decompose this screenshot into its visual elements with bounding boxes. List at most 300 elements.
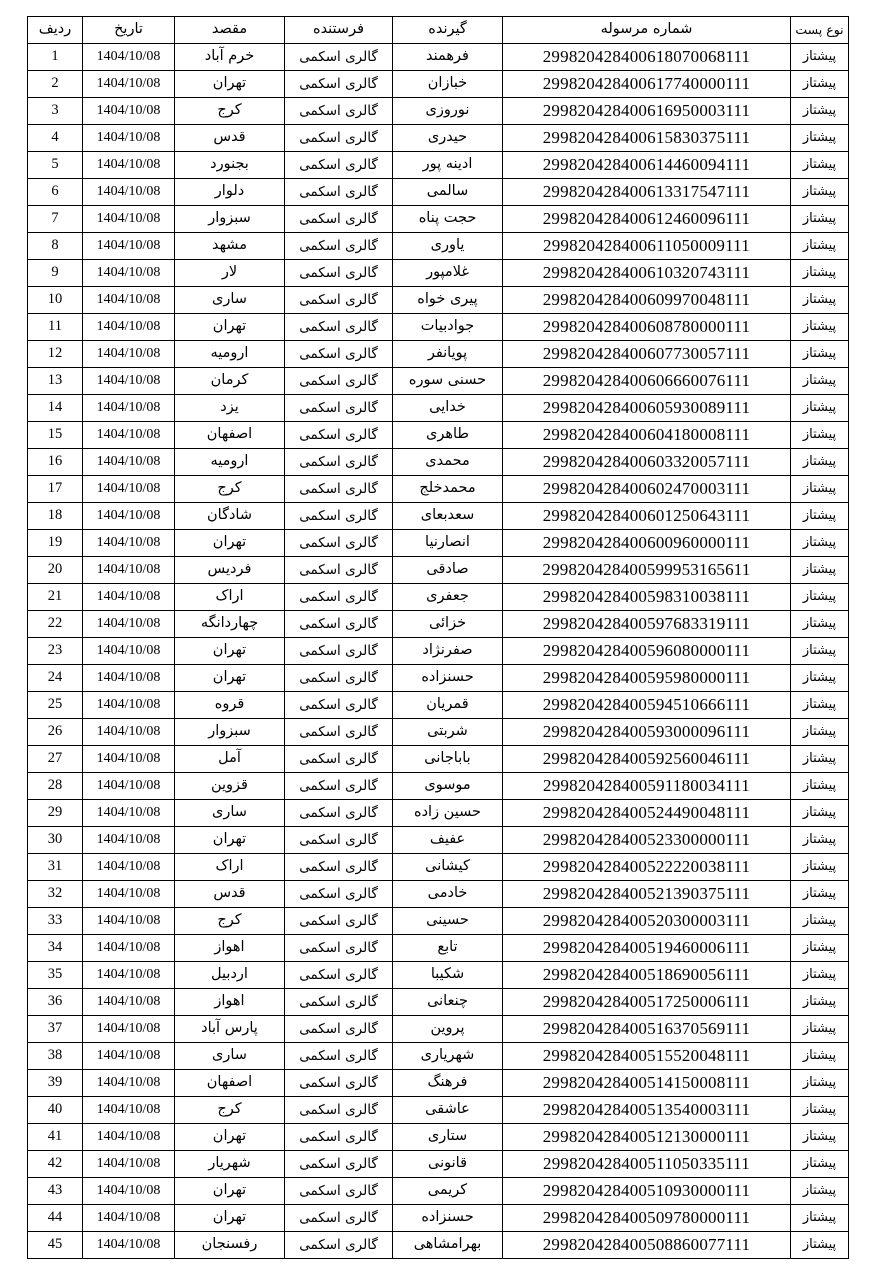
cell-receiver: محمدخلج — [393, 476, 503, 503]
cell-sender: گالری اسکمی — [285, 449, 393, 476]
column-header-sender: فرستنده — [285, 17, 393, 44]
table-row — [28, 206, 849, 233]
cell-date: 1404/10/08 — [83, 98, 175, 125]
cell-row-number: 43 — [28, 1178, 83, 1205]
table-row — [28, 1232, 849, 1259]
cell-post-type: پیشتاز — [791, 71, 849, 98]
cell-date: 1404/10/08 — [83, 314, 175, 341]
cell-row-number: 12 — [28, 341, 83, 368]
cell-tracking-number: 299820428400613317547111 — [503, 179, 791, 206]
table-row — [28, 692, 849, 719]
cell-tracking-number: 299820428400604180008111 — [503, 422, 791, 449]
cell-receiver: انصارنیا — [393, 530, 503, 557]
table-row — [28, 341, 849, 368]
column-header-receiver: گیرنده — [393, 17, 503, 44]
table-row — [28, 557, 849, 584]
cell-row-number: 38 — [28, 1043, 83, 1070]
table-row — [28, 1070, 849, 1097]
cell-receiver: عفیف — [393, 827, 503, 854]
cell-destination: تهران — [175, 1178, 285, 1205]
cell-receiver: صادقی — [393, 557, 503, 584]
table-row — [28, 1151, 849, 1178]
cell-row-number: 11 — [28, 314, 83, 341]
cell-date: 1404/10/08 — [83, 1016, 175, 1043]
cell-date: 1404/10/08 — [83, 827, 175, 854]
cell-sender: گالری اسکمی — [285, 71, 393, 98]
table-row — [28, 1043, 849, 1070]
cell-receiver: پیری خواه — [393, 287, 503, 314]
cell-post-type: پیشتاز — [791, 98, 849, 125]
cell-tracking-number: 299820428400521390375111 — [503, 881, 791, 908]
cell-row-number: 21 — [28, 584, 83, 611]
cell-receiver: کریمی — [393, 1178, 503, 1205]
cell-sender: گالری اسکمی — [285, 395, 393, 422]
cell-date: 1404/10/08 — [83, 422, 175, 449]
cell-date: 1404/10/08 — [83, 1178, 175, 1205]
cell-receiver: محمدی — [393, 449, 503, 476]
cell-sender: گالری اسکمی — [285, 719, 393, 746]
cell-receiver: سعدبعای — [393, 503, 503, 530]
cell-destination: قدس — [175, 881, 285, 908]
table-row — [28, 152, 849, 179]
cell-sender: گالری اسکمی — [285, 827, 393, 854]
cell-tracking-number: 299820428400608780000111 — [503, 314, 791, 341]
cell-sender: گالری اسکمی — [285, 476, 393, 503]
cell-post-type: پیشتاز — [791, 962, 849, 989]
cell-row-number: 35 — [28, 962, 83, 989]
cell-tracking-number: 299820428400601250643111 — [503, 503, 791, 530]
cell-tracking-number: 299820428400617740000111 — [503, 71, 791, 98]
cell-post-type: پیشتاز — [791, 530, 849, 557]
column-header-date: تاریخ — [83, 17, 175, 44]
cell-sender: گالری اسکمی — [285, 908, 393, 935]
column-header-post-type: نوع پست — [791, 17, 849, 44]
cell-tracking-number: 299820428400618070068111 — [503, 44, 791, 71]
cell-post-type: پیشتاز — [791, 1124, 849, 1151]
table-row — [28, 746, 849, 773]
cell-row-number: 25 — [28, 692, 83, 719]
cell-row-number: 5 — [28, 152, 83, 179]
cell-date: 1404/10/08 — [83, 692, 175, 719]
column-header-destination: مقصد — [175, 17, 285, 44]
cell-destination: کرج — [175, 476, 285, 503]
cell-destination: سبزوار — [175, 719, 285, 746]
cell-destination: ساری — [175, 800, 285, 827]
cell-post-type: پیشتاز — [791, 854, 849, 881]
cell-date: 1404/10/08 — [83, 962, 175, 989]
table-row — [28, 422, 849, 449]
cell-destination: کرج — [175, 908, 285, 935]
cell-destination: اردبیل — [175, 962, 285, 989]
cell-receiver: شربتی — [393, 719, 503, 746]
cell-row-number: 40 — [28, 1097, 83, 1124]
cell-destination: بجنورد — [175, 152, 285, 179]
cell-receiver: خادمی — [393, 881, 503, 908]
cell-tracking-number: 299820428400523300000111 — [503, 827, 791, 854]
cell-row-number: 17 — [28, 476, 83, 503]
table-row — [28, 1205, 849, 1232]
cell-sender: گالری اسکمی — [285, 881, 393, 908]
cell-row-number: 13 — [28, 368, 83, 395]
cell-row-number: 2 — [28, 71, 83, 98]
cell-date: 1404/10/08 — [83, 1151, 175, 1178]
cell-sender: گالری اسکمی — [285, 557, 393, 584]
cell-tracking-number: 299820428400596080000111 — [503, 638, 791, 665]
cell-post-type: پیشتاز — [791, 395, 849, 422]
cell-destination: قزوین — [175, 773, 285, 800]
cell-tracking-number: 299820428400612460096111 — [503, 206, 791, 233]
table-row — [28, 233, 849, 260]
cell-tracking-number: 299820428400509780000111 — [503, 1205, 791, 1232]
table-row — [28, 962, 849, 989]
table-row — [28, 368, 849, 395]
cell-sender: گالری اسکمی — [285, 341, 393, 368]
cell-tracking-number: 299820428400595980000111 — [503, 665, 791, 692]
cell-tracking-number: 299820428400609970048111 — [503, 287, 791, 314]
cell-sender: گالری اسکمی — [285, 368, 393, 395]
cell-date: 1404/10/08 — [83, 395, 175, 422]
table-row — [28, 1124, 849, 1151]
cell-sender: گالری اسکمی — [285, 1151, 393, 1178]
cell-post-type: پیشتاز — [791, 1016, 849, 1043]
column-header-row-number: ردیف — [28, 17, 83, 44]
cell-sender: گالری اسکمی — [285, 638, 393, 665]
cell-tracking-number: 299820428400519460006111 — [503, 935, 791, 962]
cell-sender: گالری اسکمی — [285, 1178, 393, 1205]
cell-destination: ساری — [175, 1043, 285, 1070]
cell-row-number: 7 — [28, 206, 83, 233]
cell-sender: گالری اسکمی — [285, 314, 393, 341]
table-row — [28, 71, 849, 98]
cell-post-type: پیشتاز — [791, 152, 849, 179]
cell-tracking-number: 299820428400511050335111 — [503, 1151, 791, 1178]
cell-post-type: پیشتاز — [791, 800, 849, 827]
cell-sender: گالری اسکمی — [285, 1043, 393, 1070]
cell-receiver: قمریان — [393, 692, 503, 719]
cell-row-number: 6 — [28, 179, 83, 206]
cell-row-number: 19 — [28, 530, 83, 557]
cell-row-number: 36 — [28, 989, 83, 1016]
cell-row-number: 32 — [28, 881, 83, 908]
table-row — [28, 800, 849, 827]
cell-destination: اصفهان — [175, 1070, 285, 1097]
cell-destination: دلوار — [175, 179, 285, 206]
table-row — [28, 449, 849, 476]
cell-tracking-number: 299820428400603320057111 — [503, 449, 791, 476]
cell-destination: تهران — [175, 71, 285, 98]
cell-sender: گالری اسکمی — [285, 665, 393, 692]
cell-tracking-number: 299820428400615830375111 — [503, 125, 791, 152]
table-row — [28, 584, 849, 611]
cell-date: 1404/10/08 — [83, 125, 175, 152]
table-row — [28, 881, 849, 908]
cell-destination: یزد — [175, 395, 285, 422]
cell-receiver: حیدری — [393, 125, 503, 152]
cell-date: 1404/10/08 — [83, 260, 175, 287]
table-row — [28, 1178, 849, 1205]
cell-row-number: 42 — [28, 1151, 83, 1178]
table-row — [28, 773, 849, 800]
cell-date: 1404/10/08 — [83, 71, 175, 98]
cell-row-number: 16 — [28, 449, 83, 476]
cell-row-number: 14 — [28, 395, 83, 422]
cell-sender: گالری اسکمی — [285, 1016, 393, 1043]
table-row — [28, 908, 849, 935]
cell-post-type: پیشتاز — [791, 233, 849, 260]
cell-date: 1404/10/08 — [83, 152, 175, 179]
cell-sender: گالری اسکمی — [285, 773, 393, 800]
cell-date: 1404/10/08 — [83, 989, 175, 1016]
table-row — [28, 395, 849, 422]
cell-receiver: پویانفر — [393, 341, 503, 368]
cell-receiver: ادینه پور — [393, 152, 503, 179]
cell-sender: گالری اسکمی — [285, 1205, 393, 1232]
cell-destination: کرج — [175, 98, 285, 125]
cell-row-number: 20 — [28, 557, 83, 584]
table-row — [28, 530, 849, 557]
cell-receiver: شهریاری — [393, 1043, 503, 1070]
cell-date: 1404/10/08 — [83, 881, 175, 908]
cell-tracking-number: 299820428400599953165611 — [503, 557, 791, 584]
cell-row-number: 39 — [28, 1070, 83, 1097]
cell-date: 1404/10/08 — [83, 1070, 175, 1097]
cell-destination: اهواز — [175, 935, 285, 962]
cell-row-number: 23 — [28, 638, 83, 665]
cell-destination: اصفهان — [175, 422, 285, 449]
cell-row-number: 18 — [28, 503, 83, 530]
cell-destination: ارومیه — [175, 341, 285, 368]
cell-receiver: حسنی سوره — [393, 368, 503, 395]
cell-row-number: 31 — [28, 854, 83, 881]
cell-post-type: پیشتاز — [791, 881, 849, 908]
table-row — [28, 98, 849, 125]
cell-receiver: صفرنژاد — [393, 638, 503, 665]
cell-destination: تهران — [175, 314, 285, 341]
cell-tracking-number: 299820428400602470003111 — [503, 476, 791, 503]
cell-tracking-number: 299820428400512130000111 — [503, 1124, 791, 1151]
cell-row-number: 26 — [28, 719, 83, 746]
cell-post-type: پیشتاز — [791, 476, 849, 503]
cell-post-type: پیشتاز — [791, 665, 849, 692]
cell-receiver: یاوری — [393, 233, 503, 260]
cell-destination: تهران — [175, 1205, 285, 1232]
cell-destination: کرمان — [175, 368, 285, 395]
cell-post-type: پیشتاز — [791, 557, 849, 584]
cell-post-type: پیشتاز — [791, 692, 849, 719]
cell-sender: گالری اسکمی — [285, 1070, 393, 1097]
cell-receiver: جعفری — [393, 584, 503, 611]
cell-tracking-number: 299820428400516370569111 — [503, 1016, 791, 1043]
cell-row-number: 22 — [28, 611, 83, 638]
cell-receiver: ستاری — [393, 1124, 503, 1151]
cell-sender: گالری اسکمی — [285, 800, 393, 827]
cell-receiver: نوروزی — [393, 98, 503, 125]
column-header-tracking-number: شماره مرسوله — [503, 17, 791, 44]
cell-receiver: موسوی — [393, 773, 503, 800]
cell-post-type: پیشتاز — [791, 611, 849, 638]
cell-date: 1404/10/08 — [83, 746, 175, 773]
cell-post-type: پیشتاز — [791, 422, 849, 449]
cell-post-type: پیشتاز — [791, 1097, 849, 1124]
cell-receiver: پروین — [393, 1016, 503, 1043]
table-row — [28, 611, 849, 638]
cell-receiver: طاهری — [393, 422, 503, 449]
cell-destination: تهران — [175, 530, 285, 557]
cell-tracking-number: 299820428400607730057111 — [503, 341, 791, 368]
cell-tracking-number: 299820428400522220038111 — [503, 854, 791, 881]
cell-date: 1404/10/08 — [83, 935, 175, 962]
cell-destination: اراک — [175, 854, 285, 881]
cell-sender: گالری اسکمی — [285, 260, 393, 287]
shipment-table — [27, 16, 849, 1259]
cell-receiver: بهرامشاهی — [393, 1232, 503, 1259]
cell-post-type: پیشتاز — [791, 341, 849, 368]
cell-receiver: خدایی — [393, 395, 503, 422]
cell-post-type: پیشتاز — [791, 206, 849, 233]
cell-row-number: 34 — [28, 935, 83, 962]
cell-sender: گالری اسکمی — [285, 746, 393, 773]
cell-row-number: 45 — [28, 1232, 83, 1259]
cell-tracking-number: 299820428400513540003111 — [503, 1097, 791, 1124]
cell-date: 1404/10/08 — [83, 638, 175, 665]
cell-date: 1404/10/08 — [83, 1097, 175, 1124]
cell-post-type: پیشتاز — [791, 746, 849, 773]
cell-tracking-number: 299820428400611050009111 — [503, 233, 791, 260]
cell-date: 1404/10/08 — [83, 287, 175, 314]
cell-post-type: پیشتاز — [791, 638, 849, 665]
cell-destination: آمل — [175, 746, 285, 773]
cell-receiver: حسنزاده — [393, 665, 503, 692]
cell-date: 1404/10/08 — [83, 233, 175, 260]
cell-tracking-number: 299820428400520300003111 — [503, 908, 791, 935]
cell-post-type: پیشتاز — [791, 584, 849, 611]
table-row — [28, 854, 849, 881]
cell-date: 1404/10/08 — [83, 206, 175, 233]
cell-date: 1404/10/08 — [83, 179, 175, 206]
cell-sender: گالری اسکمی — [285, 98, 393, 125]
cell-destination: لار — [175, 260, 285, 287]
table-row — [28, 1097, 849, 1124]
cell-sender: گالری اسکمی — [285, 584, 393, 611]
cell-receiver: غلامپور — [393, 260, 503, 287]
cell-row-number: 8 — [28, 233, 83, 260]
cell-date: 1404/10/08 — [83, 854, 175, 881]
cell-receiver: عاشقی — [393, 1097, 503, 1124]
cell-post-type: پیشتاز — [791, 368, 849, 395]
table-row — [28, 125, 849, 152]
table-row — [28, 44, 849, 71]
cell-receiver: شکیبا — [393, 962, 503, 989]
cell-tracking-number: 299820428400598310038111 — [503, 584, 791, 611]
cell-sender: گالری اسکمی — [285, 179, 393, 206]
cell-row-number: 33 — [28, 908, 83, 935]
cell-date: 1404/10/08 — [83, 665, 175, 692]
cell-destination: ارومیه — [175, 449, 285, 476]
cell-tracking-number: 299820428400524490048111 — [503, 800, 791, 827]
cell-sender: گالری اسکمی — [285, 206, 393, 233]
cell-receiver: فرهمند — [393, 44, 503, 71]
table-row — [28, 1016, 849, 1043]
cell-tracking-number: 299820428400594510666111 — [503, 692, 791, 719]
cell-date: 1404/10/08 — [83, 1232, 175, 1259]
cell-date: 1404/10/08 — [83, 773, 175, 800]
cell-sender: گالری اسکمی — [285, 611, 393, 638]
cell-receiver: حسین زاده — [393, 800, 503, 827]
cell-receiver: حسینی — [393, 908, 503, 935]
cell-post-type: پیشتاز — [791, 503, 849, 530]
cell-date: 1404/10/08 — [83, 368, 175, 395]
cell-date: 1404/10/08 — [83, 1043, 175, 1070]
cell-post-type: پیشتاز — [791, 1232, 849, 1259]
cell-post-type: پیشتاز — [791, 989, 849, 1016]
table-row — [28, 179, 849, 206]
cell-receiver: کیشانی — [393, 854, 503, 881]
cell-row-number: 28 — [28, 773, 83, 800]
cell-destination: شادگان — [175, 503, 285, 530]
cell-post-type: پیشتاز — [791, 1151, 849, 1178]
cell-tracking-number: 299820428400597683319111 — [503, 611, 791, 638]
cell-receiver: حسنزاده — [393, 1205, 503, 1232]
cell-destination: تهران — [175, 1124, 285, 1151]
cell-post-type: پیشتاز — [791, 44, 849, 71]
cell-sender: گالری اسکمی — [285, 503, 393, 530]
cell-destination: اهواز — [175, 989, 285, 1016]
cell-post-type: پیشتاز — [791, 260, 849, 287]
cell-sender: گالری اسکمی — [285, 44, 393, 71]
cell-date: 1404/10/08 — [83, 611, 175, 638]
cell-receiver: تابع — [393, 935, 503, 962]
cell-date: 1404/10/08 — [83, 503, 175, 530]
table-header — [28, 17, 849, 44]
cell-tracking-number: 299820428400515520048111 — [503, 1043, 791, 1070]
cell-tracking-number: 299820428400514150008111 — [503, 1070, 791, 1097]
cell-sender: گالری اسکمی — [285, 1124, 393, 1151]
cell-date: 1404/10/08 — [83, 908, 175, 935]
cell-receiver: چنعانی — [393, 989, 503, 1016]
cell-tracking-number: 299820428400616950003111 — [503, 98, 791, 125]
cell-destination: مشهد — [175, 233, 285, 260]
cell-row-number: 27 — [28, 746, 83, 773]
cell-tracking-number: 299820428400591180034111 — [503, 773, 791, 800]
cell-post-type: پیشتاز — [791, 827, 849, 854]
cell-row-number: 37 — [28, 1016, 83, 1043]
cell-post-type: پیشتاز — [791, 935, 849, 962]
cell-receiver: قانونی — [393, 1151, 503, 1178]
cell-sender: گالری اسکمی — [285, 152, 393, 179]
cell-sender: گالری اسکمی — [285, 530, 393, 557]
cell-date: 1404/10/08 — [83, 557, 175, 584]
cell-row-number: 3 — [28, 98, 83, 125]
cell-post-type: پیشتاز — [791, 719, 849, 746]
cell-row-number: 15 — [28, 422, 83, 449]
cell-receiver: سالمی — [393, 179, 503, 206]
cell-destination: اراک — [175, 584, 285, 611]
cell-tracking-number: 299820428400600960000111 — [503, 530, 791, 557]
cell-row-number: 41 — [28, 1124, 83, 1151]
cell-sender: گالری اسکمی — [285, 233, 393, 260]
cell-tracking-number: 299820428400610320743111 — [503, 260, 791, 287]
cell-post-type: پیشتاز — [791, 1178, 849, 1205]
cell-destination: خرم آباد — [175, 44, 285, 71]
table-row — [28, 503, 849, 530]
cell-sender: گالری اسکمی — [285, 692, 393, 719]
cell-destination: ساری — [175, 287, 285, 314]
cell-row-number: 10 — [28, 287, 83, 314]
cell-destination: تهران — [175, 665, 285, 692]
table-body — [28, 44, 849, 1259]
cell-tracking-number: 299820428400508860077111 — [503, 1232, 791, 1259]
cell-tracking-number: 299820428400518690056111 — [503, 962, 791, 989]
